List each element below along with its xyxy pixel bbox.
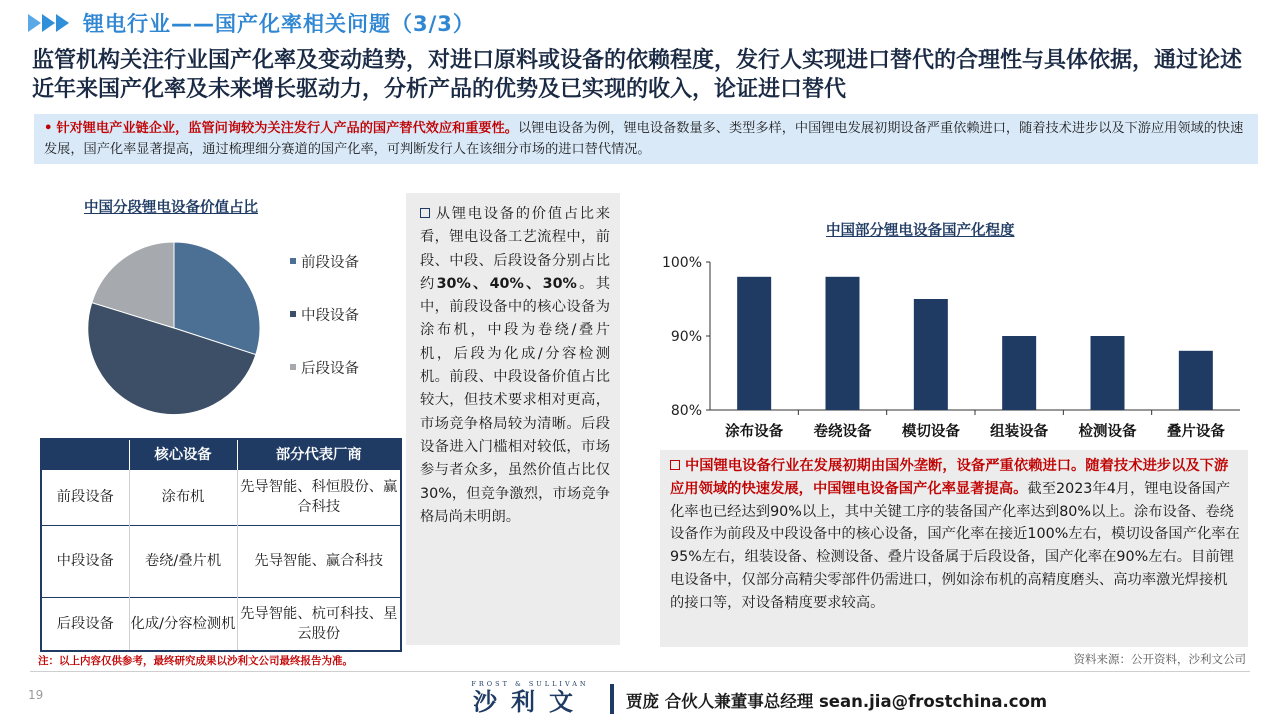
- headline: 监管机构关注行业国产化率及变动趋势，对进口原料或设备的依赖程度，发行人实现进口替代的合理性与具体依据，通过论述近年来国产化率及未来增长驱动力，分析产品的优势及已实现的收入，论证进口替代: [32, 48, 1243, 102]
- table-row: [41, 525, 401, 597]
- logo-big-text: 沙利文: [473, 688, 587, 716]
- x-tick-label: 涂布设备: [725, 424, 784, 440]
- pie-chart: [84, 238, 264, 418]
- slide-header: [28, 8, 475, 38]
- pie-title: 中国分段锂电设备价值占比: [84, 200, 258, 216]
- mid-text-1: 从锂电设备的价值占比来看，锂电设备工艺流程中，前段、中段、后段设备分别占比约: [420, 206, 610, 292]
- table-cell-stage: 后段设备: [41, 597, 129, 651]
- frost-sullivan-logo: [460, 680, 600, 718]
- x-tick-label: 模切设备: [901, 424, 960, 440]
- table-cell-stage: 中段设备: [41, 525, 129, 597]
- table-row: [41, 469, 401, 525]
- table-header-stage: [41, 439, 129, 469]
- table-cell-vendors: 先导智能、赢合科技: [237, 525, 401, 597]
- bar-chart-title: 中国部分锂电设备国产化程度: [826, 223, 1015, 239]
- footer-divider: [30, 671, 1250, 672]
- contact-info: 贾庞 合伙人兼董事总经理 sean.jia@frostchina.com: [626, 692, 1048, 711]
- mid-text-pct: 30%、40%、30%: [436, 275, 577, 292]
- table-cell-vendors: 先导智能、科恒股份、赢合科技: [237, 469, 401, 525]
- bar-5: [1091, 336, 1125, 410]
- legend-item-front: 前段设备: [290, 250, 359, 272]
- table-header-vendors: 部分代表厂商: [237, 439, 401, 469]
- bar-2: [826, 277, 860, 410]
- slide-title: 锂电行业——国产化率相关问题（3/3）: [83, 12, 475, 36]
- notice-bullet: •: [44, 121, 53, 136]
- legend-item-back: 后段设备: [290, 356, 359, 378]
- y-tick-label: 80%: [670, 403, 702, 419]
- bar-4: [1002, 336, 1036, 410]
- legend-item-middle: 中段设备: [290, 303, 359, 325]
- bar-3: [914, 299, 948, 410]
- bar-chart: [650, 245, 1250, 450]
- disclaimer-note: 注：以上内容仅供参考，最终研究成果以沙利文公司最终报告为准。: [38, 655, 353, 667]
- table-header-row: [41, 439, 401, 469]
- notice-highlight: 针对锂电产业链企业，监管问询较为关注发行人产品的国产替代效应和重要性。: [56, 121, 518, 136]
- mid-text-2: 。其中，前段设备中的核心设备为涂布机，中段为卷绕/叠片机，后段为化成/分容检测机。前段、中段设备价值占比较大，但技术要求相对更高，市场竞争格局较为清晰。后段设备进入门槛相对较低，市场参与者众多，虽然价值占比仅30%，但竞争激烈，市场竞争格局尚未明朗。: [420, 275, 610, 525]
- right-text: 截至2023年4月，锂电设备国产化率也已经达到90%以上，其中关键工序的装备国产化率达到80%以上。涂布设备、卷绕设备作为前段及中段设备中的核心设备，国产化率在接近100%左右，模切设备国产化率在95%左右，组装设备、检测设备、叠片设备属于后段设备，国产化率在90%左右。目前锂电设备中，仅部分高精尖零部件仍需进口，例如涂布机的高精度磨头、高功率激光焊接机的接口等，对设备精度要求较高。: [670, 480, 1240, 611]
- logo-small-text: FROST & SULLIVAN: [471, 680, 589, 688]
- table-header-core: 核心设备: [129, 439, 237, 469]
- data-source: 资料来源：公开资料，沙利文公司: [1073, 652, 1246, 666]
- value-share-explanation: [406, 193, 620, 645]
- localization-explanation: [660, 450, 1248, 647]
- table-cell-stage: 前段设备: [41, 469, 129, 525]
- logo-divider-bar: [610, 684, 614, 714]
- table-cell-core: 卷绕/叠片机: [129, 525, 237, 597]
- pie-legend: [290, 250, 359, 409]
- table-row: [41, 597, 401, 651]
- notice-text: 以锂电设备为例，锂电设备数量多、类型多样，中国锂电发展初期设备严重依赖进口，随着技术进步以及下游应用领域的快速发展，国产化率显著提高，通过梳理细分赛道的国产化率，可判断发行人在该细分市场的进口替代情况。: [44, 121, 1244, 157]
- y-tick-label: 100%: [661, 255, 702, 271]
- x-tick-label: 组装设备: [990, 424, 1049, 440]
- bar-6: [1179, 351, 1213, 410]
- chevron-arrows-icon: [28, 14, 69, 32]
- x-tick-label: 检测设备: [1078, 424, 1137, 440]
- equipment-table: [40, 438, 402, 652]
- table-cell-core: 涂布机: [129, 469, 237, 525]
- page-number: 19: [28, 688, 44, 702]
- table-cell-vendors: 先导智能、杭可科技、星云股份: [237, 597, 401, 651]
- y-tick-label: 90%: [670, 329, 702, 345]
- table-cell-core: 化成/分容检测机: [129, 597, 237, 651]
- checkbox-bullet-icon: [670, 460, 680, 470]
- x-tick-label: 叠片设备: [1166, 424, 1225, 440]
- bar-1: [737, 277, 771, 410]
- notice-box: [34, 114, 1258, 164]
- checkbox-bullet-icon: [420, 208, 430, 218]
- right-highlight: 中国锂电设备行业在发展初期由国外垄断，设备严重依赖进口。随着技术进步以及下游应用领域的快速发展，中国锂电设备国产化率显著提高。: [670, 458, 1229, 497]
- x-tick-label: 卷绕设备: [813, 424, 872, 440]
